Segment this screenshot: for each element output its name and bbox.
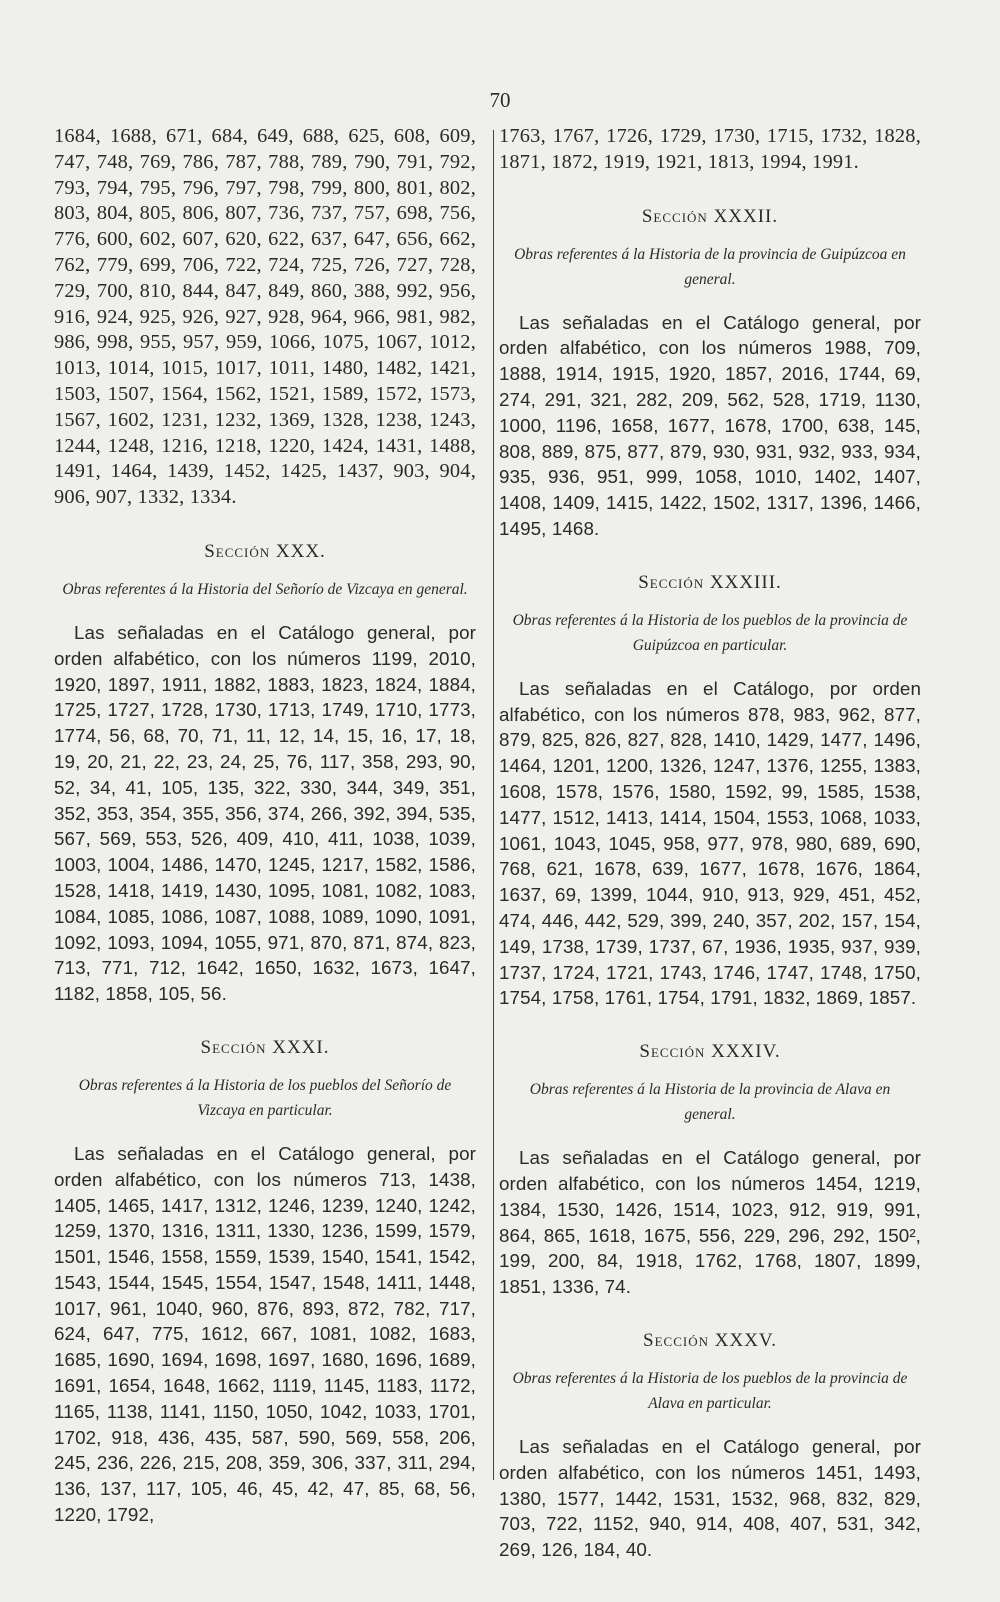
section-title: Sección XXXIII. — [638, 571, 782, 593]
section-subtitle: Obras referentes á la Historia del Señorío de Vizcaya en general. — [62, 580, 468, 598]
column-divider — [493, 130, 494, 1480]
page-number: 70 — [489, 88, 511, 112]
section-text: Las señaladas en el Catálogo general, por orden alfabético, con los números 713, 1438, 1405, 1465, 1417, 1312, 1246, 1239, 1240, 1242, 1259, 1370, 1316, 1311, 1330, 1236, 1599, 1579, 1501, 1546, 1558, 1559, 1539, 1540, 1541, 1542, 1543, 1544, 1545, 1554, 1547, 1548, 1411, 1448, 1017, 961, 1040, 960, 876, 893, 872, 782, 717, 624, 647, 775, 1612, 667, 1081, 1082, 1683, 1685, 1690, 1694, 1698, 1697, 1680, 1696, 1689, 1691, 1654, 1648, 1662, 1119, 1145, 1183, 1172, 1165, 1138, 1141, 1150, 1050, 1042, 1033, 1701, 1702, 918, 436, 435, 587, 590, 569, 558, 206, 245, 236, 226, 215, 208, 359, 306, 337, 311, 294, 136, 137, 117, 105, 46, 45, 42, 47, 85, 68, 56, 1220, 1792, — [54, 1142, 476, 1526]
section-xxxv — [499, 1330, 921, 1563]
continued-number-list: 1684, 1688, 671, 684, 649, 688, 625, 608, 609, 747, 748, 769, 786, 787, 788, 789, 790, 791, 792, 793, 794, 795, 796, 797, 798, 799, 800, 801, 802, 803, 804, 805, 806, 807, 736, 737, 757, 698, 756, 776, 600, 602, 607, 620, 622, 637, 647, 656, 662, 762, 779, 699, 706, 722, 724, 725, 726, 727, 728, 729, 700, 810, 844, 847, 849, 860, 388, 992, 956, 916, 924, 925, 926, 927, 928, 964, 966, 981, 982, 986, 998, 955, 957, 959, 1066, 1075, 1067, 1012, 1013, 1014, 1015, 1017, 1011, 1480, 1482, 1421, 1503, 1507, 1564, 1562, 1521, 1589, 1572, 1573, 1567, 1602, 1231, 1232, 1369, 1328, 1238, 1243, 1244, 1248, 1216, 1218, 1220, 1424, 1431, 1488, 1491, 1464, 1439, 1452, 1425, 1437, 903, 904, 906, 907, 1332, 1334. — [54, 125, 476, 509]
section-xxxiii — [499, 572, 921, 1011]
section-text: Las señaladas en el Catálogo general, por orden alfabético, con los números 1988, 709, 1888, 1914, 1915, 1920, 1857, 2016, 1744, 69, 274, 291, 321, 282, 209, 562, 528, 1719, 1130, 1000, 1196, 1658, 1677, 1678, 1700, 638, 145, 808, 889, 875, 877, 879, 930, 931, 932, 933, 934, 935, 936, 951, 999, 1058, 1010, 1402, 1407, 1408, 1409, 1415, 1422, 1502, 1317, 1396, 1466, 1495, 1468. — [499, 311, 921, 539]
section-title: Sección XXXV. — [643, 1329, 777, 1351]
section-title: Sección XXX. — [204, 540, 326, 562]
section-subtitle: Obras referentes á la Historia de los pueblos del Señorío de Vizcaya en particular. — [78, 1076, 452, 1119]
section-text: Las señaladas en el Catálogo general, por orden alfabético, con los números 1451, 1493, 1380, 1577, 1442, 1531, 1532, 968, 832, 829, 703, 722, 1152, 940, 914, 408, 407, 531, 342, 269, 126, 184, 40. — [499, 1435, 921, 1561]
section-title: Sección XXXIV. — [639, 1041, 781, 1063]
section-subtitle: Obras referentes á la Historia de la provincia de Guipúzcoa en general. — [514, 245, 906, 288]
section-title: Sección XXXI. — [200, 1036, 330, 1058]
section-subtitle: Obras referentes á la Historia de los pueblos de la provincia de Guipúzcoa en particular. — [512, 611, 908, 654]
section-subtitle: Obras referentes á la Historia de la provincia de Alava en general. — [529, 1081, 891, 1124]
section-title: Sección XXXII. — [641, 205, 779, 227]
section-xxx — [54, 541, 476, 1007]
section-xxxi — [54, 1037, 476, 1528]
continued-number-list: 1763, 1767, 1726, 1729, 1730, 1715, 1732, 1828, 1871, 1872, 1919, 1921, 1813, 1994, 1991. — [499, 125, 921, 173]
left-column — [54, 124, 476, 1528]
section-text: Las señaladas en el Catálogo general, por orden alfabético, con los números 1454, 1219, 1384, 1530, 1426, 1514, 1023, 912, 919, 991, 864, 865, 1618, 1675, 556, 229, 296, 292, 150², 199, 200, 84, 1918, 1762, 1768, 1807, 1899, 1851, 1336, 74. — [499, 1147, 921, 1298]
section-text: Las señaladas en el Catálogo general, por orden alfabético, con los números 1199, 2010, 1920, 1897, 1911, 1882, 1883, 1823, 1824, 1884, 1725, 1727, 1728, 1730, 1713, 1749, 1710, 1773, 1774, 56, 68, 70, 71, 11, 12, 14, 15, 16, 17, 18, 19, 20, 21, 22, 23, 24, 25, 76, 117, 358, 293, 90, 52, 34, 41, 105, 135, 322, 330, 344, 349, 351, 352, 353, 354, 355, 356, 374, 266, 392, 394, 535, 567, 569, 553, 526, 409, 410, 411, 1038, 1039, 1003, 1004, 1486, 1470, 1245, 1217, 1582, 1586, 1528, 1418, 1419, 1430, 1095, 1081, 1082, 1083, 1084, 1085, 1086, 1087, 1088, 1089, 1090, 1091, 1092, 1093, 1094, 1055, 971, 870, 871, 874, 823, 713, 771, 712, 1642, 1650, 1632, 1673, 1647, 1182, 1858, 105, 56. — [54, 621, 476, 1005]
section-xxxiv — [499, 1041, 921, 1300]
right-column — [499, 124, 921, 1563]
section-text: Las señaladas en el Catálogo, por orden alfabético, con los números 878, 983, 962, 877, 879, 825, 826, 827, 828, 1410, 1429, 1477, 1496, 1464, 1201, 1200, 1326, 1247, 1376, 1255, 1383, 1608, 1578, 1576, 1580, 1592, 99, 1585, 1538, 1477, 1512, 1413, 1414, 1504, 1553, 1068, 1033, 1061, 1043, 1045, 958, 977, 978, 980, 689, 690, 768, 621, 1678, 639, 1677, 1678, 1676, 1864, 1637, 69, 1399, 1044, 910, 913, 929, 451, 452, 474, 446, 442, 529, 399, 240, 357, 202, 157, 154, 149, 1738, 1739, 1737, 67, 1936, 1935, 937, 939, 1737, 1724, 1721, 1743, 1746, 1747, 1748, 1750, 1754, 1758, 1761, 1754, 1791, 1832, 1869, 1857. — [499, 677, 921, 1009]
section-xxxii — [499, 206, 921, 542]
section-subtitle: Obras referentes á la Historia de los pueblos de la provincia de Alava en particular. — [512, 1369, 908, 1412]
